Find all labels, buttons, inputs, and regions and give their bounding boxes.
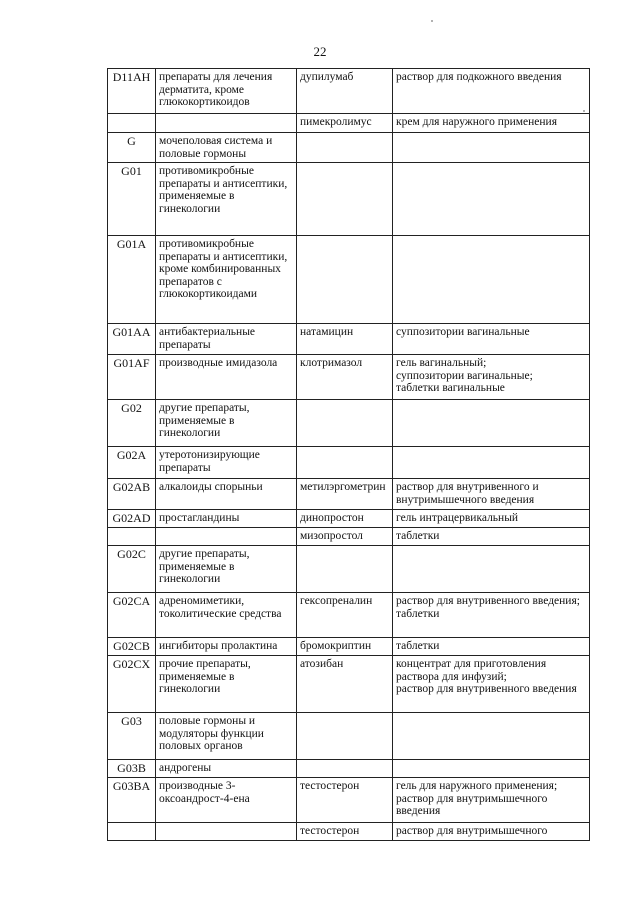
anatomical-therapeutic-group-cell: простагландины [156,510,297,528]
anatomical-therapeutic-group-cell: другие препараты, применяемые в гинекологии [156,400,297,447]
table-row [108,713,590,760]
table-row [108,823,590,841]
dosage-form-cell [393,510,590,528]
drug-name-cell: тестостерон [297,823,393,841]
dosage-form-cell [393,479,590,510]
table-row [108,236,590,324]
scan-speck [431,20,433,22]
dosage-form-line: суппозитории вагинальные; [396,369,533,382]
drug-name-cell [297,546,393,593]
dosage-form-cell [393,778,590,823]
anatomical-therapeutic-group-cell: другие препараты, применяемые в гинекологии [156,546,297,593]
anatomical-therapeutic-group-cell: ингибиторы пролактина [156,638,297,656]
anatomical-therapeutic-group-cell: противомикробные препараты и антисептики, применяемые в гинекологии [156,163,297,236]
atc-code-cell: G02A [108,447,156,479]
atc-code-cell [108,528,156,546]
dosage-form-line: раствор для внутривенного и внутримышечного введения [396,481,539,506]
table-row [108,528,590,546]
dosage-form-cell [393,69,590,114]
table-row [108,479,590,510]
dosage-form-cell [393,133,590,163]
atc-code-cell: G02AB [108,479,156,510]
anatomical-therapeutic-group-cell: алкалоиды спорыньи [156,479,297,510]
dosage-form-cell [393,823,590,841]
anatomical-therapeutic-group-cell: производные имидазола [156,355,297,400]
dosage-form-cell [393,324,590,355]
dosage-form-cell [393,447,590,479]
scan-speck [583,110,585,112]
drug-name-cell: атозибан [297,656,393,713]
dosage-form-line: таблетки [396,640,440,652]
drug-name-cell [297,163,393,236]
dosage-form-line: суппозитории вагинальные [396,326,530,338]
dosage-form-line: гель интрацервикальный [396,512,519,524]
table-row [108,778,590,823]
atc-code-cell: G02CX [108,656,156,713]
dosage-form-cell [393,638,590,656]
drug-name-cell [297,133,393,163]
dosage-form-cell [393,656,590,713]
anatomical-therapeutic-group-cell: прочие препараты, применяемые в гинекологии [156,656,297,713]
anatomical-therapeutic-group-cell: производные 3-оксоандрост-4-ена [156,778,297,823]
anatomical-therapeutic-group-cell: адреномиметики, токолитические средства [156,593,297,638]
anatomical-therapeutic-group-cell: противомикробные препараты и антисептики, кроме комбинированных препаратов с глюкокортикоидами [156,236,297,324]
table-row [108,447,590,479]
table-row [108,133,590,163]
table-row [108,324,590,355]
table-row [108,163,590,236]
table-row [108,656,590,713]
dosage-form-line: гель вагинальный; [396,357,487,369]
dosage-form-cell [393,546,590,593]
drug-name-cell: бромокриптин [297,638,393,656]
table-row [108,355,590,400]
dosage-form-line: таблетки [396,530,440,542]
atc-code-cell: G01A [108,236,156,324]
drug-name-cell [297,760,393,778]
dosage-form-cell [393,400,590,447]
atc-code-cell: G [108,133,156,163]
dosage-form-cell [393,163,590,236]
atc-code-cell: G03 [108,713,156,760]
drug-name-cell: дупилумаб [297,69,393,114]
dosage-form-cell [393,528,590,546]
dosage-form-line: таблетки [396,607,440,620]
dosage-form-cell [393,355,590,400]
table-body [108,69,590,841]
anatomical-therapeutic-group-cell [156,528,297,546]
atc-code-cell: G02AD [108,510,156,528]
drug-name-cell [297,236,393,324]
dosage-form-cell [393,760,590,778]
table-row [108,638,590,656]
table-row [108,114,590,133]
drug-name-cell: метилэргометрин [297,479,393,510]
atc-code-cell: D11AH [108,69,156,114]
dosage-form-line: таблетки вагинальные [396,382,505,394]
dosage-form-cell [393,114,590,133]
atc-code-cell: G01AF [108,355,156,400]
anatomical-therapeutic-group-cell: андрогены [156,760,297,778]
table-row [108,69,590,114]
drug-name-cell [297,400,393,447]
table-row [108,400,590,447]
dosage-form-line: раствор для внутримышечного введения [396,792,548,817]
drug-name-cell [297,447,393,479]
atc-code-cell: G03BA [108,778,156,823]
drug-name-cell: тестостерон [297,778,393,823]
table-row [108,546,590,593]
atc-code-cell [108,114,156,133]
table-row [108,760,590,778]
dosage-form-cell [393,593,590,638]
atc-code-cell: G02C [108,546,156,593]
atc-code-cell [108,823,156,841]
anatomical-therapeutic-group-cell: препараты для лечения дерматита, кроме глюкокортикоидов [156,69,297,114]
dosage-form-cell [393,236,590,324]
drug-name-cell: динопростон [297,510,393,528]
atc-code-cell: G03B [108,760,156,778]
atc-code-cell: G02CB [108,638,156,656]
anatomical-therapeutic-group-cell: антибактериальные препараты [156,324,297,355]
anatomical-therapeutic-group-cell: утеротонизирующие препараты [156,447,297,479]
table-row [108,593,590,638]
drug-name-cell: мизопростол [297,528,393,546]
dosage-form-line: раствор для подкожного введения [396,71,562,83]
dosage-form-line: крем для наружного применения [396,116,558,128]
anatomical-therapeutic-group-cell [156,823,297,841]
table-row [108,510,590,528]
dosage-form-line: раствор для внутривенного введения; [396,595,580,607]
dosage-form-cell [393,713,590,760]
dosage-form-line: раствор для внутривенного введения [396,683,577,695]
drug-name-cell: натамицин [297,324,393,355]
page-number: 22 [313,44,327,59]
atc-code-cell: G02 [108,400,156,447]
atc-code-cell: G01AA [108,324,156,355]
drug-name-cell: пимекролимус [297,114,393,133]
drug-name-cell: клотримазол [297,355,393,400]
anatomical-therapeutic-group-cell [156,114,297,133]
drug-classification-table [107,68,590,841]
atc-code-cell: G01 [108,163,156,236]
anatomical-therapeutic-group-cell: мочеполовая система и половые гормоны [156,133,297,163]
dosage-form-line: гель для наружного применения; [396,780,558,792]
dosage-form-line: концентрат для приготовления раствора для инфузий; [396,658,547,683]
atc-code-cell: G02CA [108,593,156,638]
anatomical-therapeutic-group-cell: половые гормоны и модуляторы функции половых органов [156,713,297,760]
drug-name-cell [297,713,393,760]
dosage-form-line: раствор для внутримышечного [396,825,548,837]
drug-name-cell: гексопреналин [297,593,393,638]
